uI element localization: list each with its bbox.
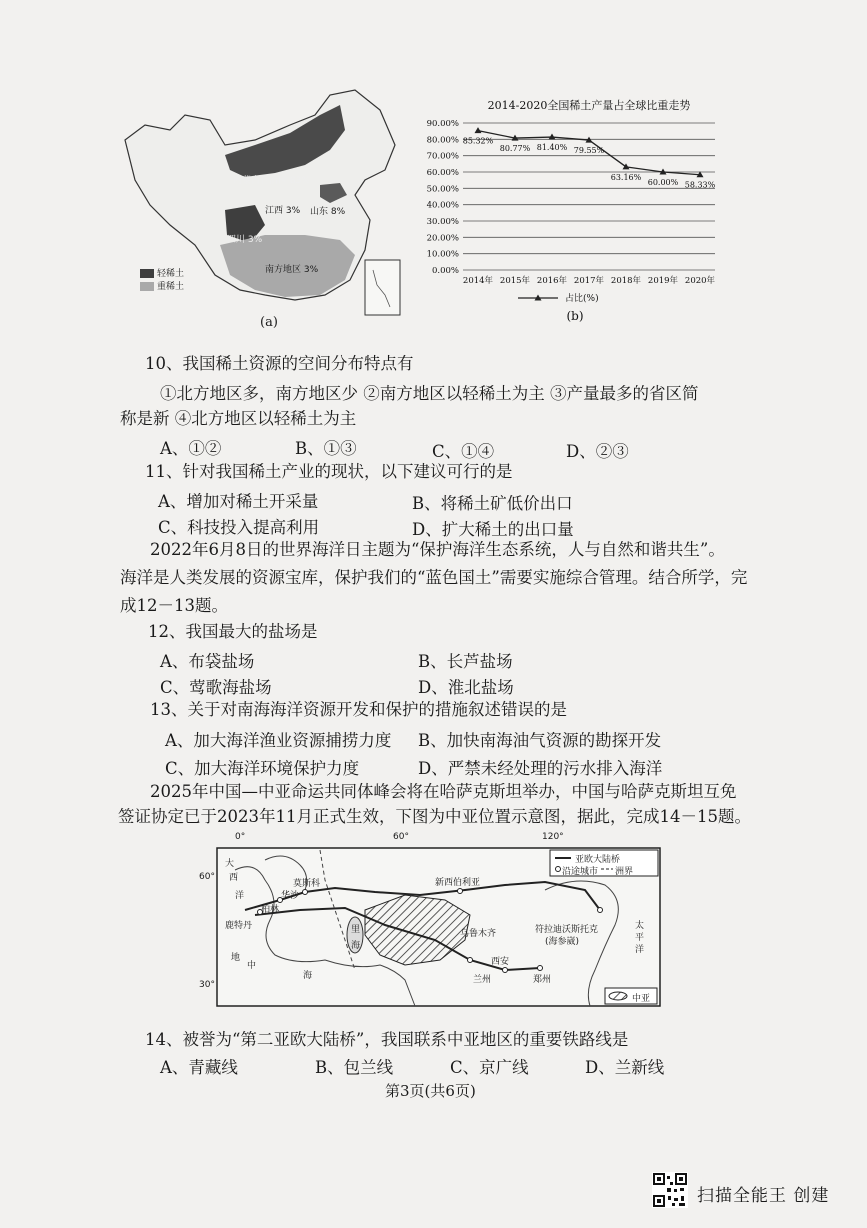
- legend-label-heavy: 重稀土: [157, 282, 185, 292]
- q14-option-d[interactable]: D、兰新线: [585, 1058, 665, 1077]
- q12-option-c[interactable]: C、莺歌海盐场: [160, 678, 272, 697]
- q10-option-b[interactable]: B、①③: [295, 439, 357, 458]
- passage1-line2: 海洋是人类发展的资源宝库，保护我们的“蓝色国土”需要实施综合管理。结合所学，完: [120, 568, 748, 587]
- q11-option-a[interactable]: A、增加对稀土开采量: [158, 492, 319, 511]
- data-label: 81.40%: [536, 143, 568, 153]
- lat-30: 30°: [199, 980, 215, 990]
- data-point: [475, 127, 482, 133]
- q13-option-c[interactable]: C、加大海洋环境保护力度: [165, 759, 360, 778]
- q11-option-b[interactable]: B、将稀土矿低价出口: [412, 494, 573, 513]
- place-atlantic-2: 西: [229, 873, 239, 883]
- place-lanzhou: 兰州: [473, 975, 492, 985]
- legend-city: 沿途城市: [562, 867, 599, 877]
- place-vladivostok: 符拉迪沃斯托克: [535, 925, 599, 935]
- y-tick-label: 50.00%: [426, 184, 459, 195]
- legend-boundary: 洲界: [615, 867, 634, 877]
- place-caspian-1: 里: [351, 925, 361, 935]
- chart-title: 2014-2020全国稀土产量占全球比重走势: [487, 99, 691, 112]
- lon-60: 60°: [393, 832, 409, 842]
- lat-60: 60°: [199, 872, 215, 882]
- q14-stem: 14、被誉为“第二亚欧大陆桥”，我国联系中亚地区的重要铁路线是: [145, 1030, 629, 1049]
- legend-swatch-light: [140, 269, 154, 278]
- place-pacific-2: 平: [635, 933, 645, 943]
- place-med-2: 中: [247, 961, 257, 971]
- place-pacific-3: 洋: [635, 945, 645, 955]
- q13-stem: 13、关于对南海海洋资源开发和保护的措施叙述错误的是: [150, 700, 567, 719]
- q13-option-b[interactable]: B、加快南海油气资源的勘探开发: [418, 731, 662, 750]
- passage2-line2: 签证协定已于2023年11月正式生效，下图为中亚位置示意图，据此，完成14－15题。: [118, 807, 751, 826]
- legend-central-asia: 中亚: [632, 994, 651, 1004]
- q10-option-a[interactable]: A、①②: [160, 439, 222, 458]
- page-number: 第3页(共6页): [385, 1082, 476, 1100]
- passage2-line1: 2025年中国—中亚命运共同体峰会将在哈萨克斯坦举办，中国与哈萨克斯坦互免: [150, 782, 737, 801]
- data-label: 63.16%: [610, 172, 642, 182]
- legend-label: 占比(%): [565, 294, 599, 304]
- south-china-sea-inset: [365, 260, 400, 315]
- q14-option-a[interactable]: A、青藏线: [160, 1058, 238, 1077]
- region-label-shandong: 山东 8%: [310, 207, 346, 217]
- lon-0: 0°: [235, 832, 246, 842]
- data-label: 85.32%: [462, 136, 494, 146]
- data-label: 80.77%: [499, 144, 531, 154]
- legend-label-light: 轻稀土: [157, 269, 185, 279]
- place-med-1: 地: [231, 953, 241, 963]
- place-med-3: 海: [303, 971, 313, 981]
- y-tick-label: 60.00%: [426, 168, 459, 178]
- q10-line1: ①北方地区多，南方地区少 ②南方地区以轻稀土为主 ③产量最多的省区简: [160, 384, 699, 403]
- rare-earth-share-chart: [415, 95, 735, 327]
- place-caspian-2: 海: [351, 941, 361, 951]
- passage1-line3: 成12－13题。: [120, 596, 228, 615]
- y-tick-label: 0.00%: [431, 266, 459, 276]
- figure-a: [115, 85, 415, 335]
- x-tick-label: 2020年: [684, 276, 716, 286]
- central-asia-map: [199, 830, 665, 1010]
- data-label: 60.00%: [647, 178, 679, 187]
- y-tick-label: 90.00%: [426, 119, 459, 129]
- place-haishenwai: (海参崴): [545, 937, 580, 947]
- q11-stem: 11、针对我国稀土产业的现状，以下建议可行的是: [145, 462, 513, 481]
- x-tick-label: 2015年: [499, 276, 531, 286]
- q13-option-d[interactable]: D、严禁未经处理的污水排入海洋: [418, 759, 663, 778]
- watermark-text: 扫描全能王 创建: [697, 1186, 830, 1206]
- data-point: [623, 163, 630, 169]
- x-tick-label: 2014年: [462, 276, 494, 286]
- place-atlantic-1: 大: [225, 859, 235, 869]
- place-rotterdam: 鹿特丹: [225, 921, 253, 931]
- place-novosibirsk: 新西伯利亚: [435, 878, 481, 888]
- region-label-inner-mongolia: 内蒙古自治区 83%: [233, 176, 310, 186]
- x-tick-label: 2016年: [536, 276, 568, 286]
- place-xian: 西安: [491, 957, 510, 967]
- x-tick-label: 2017年: [573, 276, 605, 286]
- figure-b: [415, 95, 735, 327]
- q12-option-b[interactable]: B、长芦盐场: [418, 652, 513, 671]
- region-label-jiangxi: 江西 3%: [265, 206, 301, 216]
- x-tick-label: 2019年: [647, 276, 679, 286]
- data-label: 58.33%: [684, 180, 716, 190]
- q10-option-c[interactable]: C、①④: [432, 442, 495, 461]
- place-pacific-1: 太: [635, 921, 645, 931]
- place-urumqi: 乌鲁木齐: [460, 929, 497, 939]
- q10-option-d[interactable]: D、②③: [566, 442, 629, 461]
- y-tick-label: 10.00%: [426, 249, 459, 260]
- data-label: 79.55%: [573, 146, 605, 156]
- place-berlin: 柏林: [261, 905, 280, 915]
- q12-option-d[interactable]: D、淮北盐场: [418, 678, 514, 697]
- lon-120: 120°: [542, 832, 564, 842]
- y-tick-label: 70.00%: [426, 151, 459, 162]
- y-tick-label: 40.00%: [426, 200, 459, 211]
- q14-option-b[interactable]: B、包兰线: [315, 1058, 394, 1077]
- q13-option-a[interactable]: A、加大海洋渔业资源捕捞力度: [165, 731, 392, 750]
- q12-option-a[interactable]: A、布袋盐场: [160, 652, 255, 671]
- place-zhengzhou: 郑州: [533, 975, 552, 985]
- passage1-line1: 2022年6月8日的世界海洋日主题为“保护海洋生态系统，人与自然和谐共生”。: [150, 540, 725, 559]
- q10-stem: 10、我国稀土资源的空间分布特点有: [145, 354, 414, 373]
- q11-option-c[interactable]: C、科技投入提高利用: [158, 518, 320, 537]
- figure-a-caption: (a): [260, 315, 278, 330]
- place-moscow: 莫斯科: [293, 879, 321, 889]
- place-warsaw: 华沙: [281, 891, 300, 901]
- region-label-sichuan: 四川 3%: [227, 235, 263, 245]
- y-tick-label: 20.00%: [426, 233, 459, 244]
- legend-swatch-heavy: [140, 282, 154, 291]
- place-atlantic-3: 洋: [235, 891, 245, 901]
- q12-stem: 12、我国最大的盐场是: [148, 622, 318, 641]
- y-tick-label: 80.00%: [426, 135, 459, 146]
- q10-line2: 称是新 ④北方地区以轻稀土为主: [120, 409, 357, 428]
- q14-option-c[interactable]: C、京广线: [450, 1058, 529, 1077]
- legend-bridge: 亚欧大陆桥: [575, 855, 621, 865]
- qr-code-icon: [652, 1172, 688, 1208]
- region-label-south: 南方地区 3%: [265, 265, 319, 275]
- figure-b-caption: (b): [566, 309, 584, 323]
- x-tick-label: 2018年: [610, 276, 642, 286]
- y-tick-label: 30.00%: [426, 217, 459, 227]
- q11-option-d[interactable]: D、扩大稀土的出口量: [412, 520, 574, 539]
